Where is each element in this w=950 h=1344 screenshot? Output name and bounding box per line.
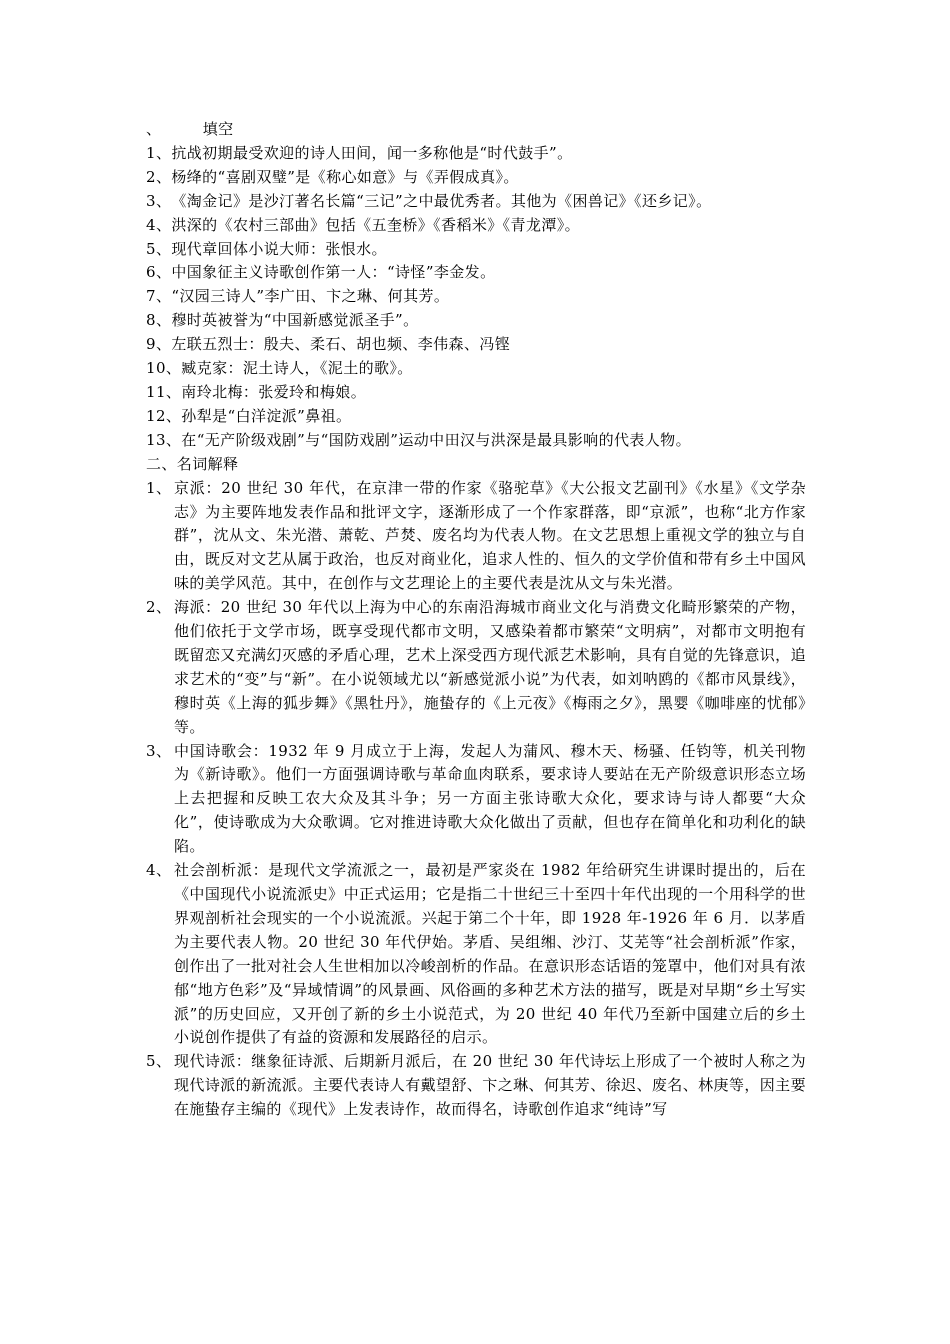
definition-item: 4、 社会剖析派：是现代文学流派之一，最初是严家炎在 1982 年给研究生讲课时提出的，后在《中国现代小说流派史》中正式运用；它是指二十世纪三十至四十年代出现的一个用科学的世界观剖析社会现实的一个小说流派。兴起于第二个十年，即 1928 年-1926 年 6 月．以茅盾为主要代表人物。20 世纪 30 年代伊始。茅盾、吴组缃、沙汀、艾芜等“社会剖析派”作家，创作出了一批对社会人生世相加以冷峻剖析的作品。在意识形态话语的笼罩中，他们对具有浓郁“地方色彩”及“异域情调”的风景画、风俗画的多种艺术方法的描写，既是对早期“乡土写实派”的历史回应，又开创了新的乡土小说范式，为 20 世纪 40 年代乃至新中国建立后的乡土小说创作提供了有益的资源和发展路径的启示。 [146,861,806,1047]
fill-item: 12、 孙犁是“白洋淀派”鼻祖。 [146,406,352,425]
fill-item: 13、 在“无产阶级戏剧”与“国防戏剧”运动中田汉与洪深是最具影响的代表人物。 [146,430,691,449]
fill-item: 6、 中国象征主义诗歌创作第一人：“诗怪”李金发。 [146,263,496,282]
section2-list [146,477,806,1122]
section1-title: 填空 [202,120,234,138]
fill-item: 11、 南玲北梅：张爱玲和梅娘。 [146,382,367,401]
definition-item: 2、 海派：20 世纪 30 年代以上海为中心的东南沿海城市商业文化与消费文化畸形繁荣的产物，他们依托于文学市场，既享受现代都市文明，又感染着都市繁荣“文明病”，对都市文明抱有既留恋又充满幻灭感的矛盾心理，艺术上深受西方现代派艺术影响，具有自觉的先锋意识，追求艺术的“变”与“新”。在小说领域尤以“新感觉派小说”为代表，如刘呐鸥的《都市风景线》，穆时英《上海的狐步舞》《黑牡丹》，施蛰存的《上元夜》《梅雨之夕》，黑婴《咖啡座的忧郁》等。 [146,598,806,736]
fill-item: 9、 左联五烈士：殷夫、柔石、胡也频、李伟森、冯铿 [146,335,511,354]
fill-item: 10、 臧克家：泥土诗人，《泥土的歌》。 [146,359,413,378]
section1-list [146,142,806,453]
fill-item: 4、 洪深的《农村三部曲》包括《五奎桥》《香稻米》《青龙潭》。 [146,215,581,234]
definition-item: 1、 京派：20 世纪 30 年代，在京津一带的作家《骆驼草》《大公报文艺副刊》《水星》《文学杂志》为主要阵地发表作品和批评文字，逐渐形成了一个作家群落，即“京派”，也称“北方作家群”，沈从文、朱光潜、萧乾、芦焚、废名均为代表人物。在文艺思想上重视文学的独立与自由，既反对文艺从属于政治，也反对商业化，追求人性的、恒久的文学价值和带有乡土中国风味的美学风范。其中，在创作与文艺理论上的主要代表是沈从文与朱光潜。 [146,478,806,593]
section2-heading: 二、名词解释 [146,454,239,473]
document-body [146,118,806,1122]
fill-item: 3、 《淘金记》是沙汀著名长篇“三记”之中最优秀者。其他为《困兽记》《还乡记》。 [146,191,712,210]
definition-item: 5、 现代诗派：继象征诗派、后期新月派后，在 20 世纪 30 年代诗坛上形成了一个被时人称之为现代诗派的新流派。主要代表诗人有戴望舒、卞之琳、何其芳、徐迟、废名、林庚等，因主要在施蛰存主编的《现代》上发表诗作，故而得名，诗歌创作追求“纯诗”写 [146,1052,806,1119]
fill-item: 5、 现代章回体小说大师：张恨水。 [146,239,387,258]
fill-item: 2、 杨绛的“喜剧双璧”是《称心如意》与《弄假成真》。 [146,167,519,186]
fill-item: 7、 “汉园三诗人”李广田、卞之琳、何其芳。 [146,287,450,306]
section1-number: 、 [146,120,162,138]
section1-heading [146,118,806,142]
fill-item: 8、 穆时英被誉为“中国新感觉派圣手”。 [146,311,419,330]
definition-item: 3、 中国诗歌会：1932 年 9 月成立于上海，发起人为蒲风、穆木天、杨骚、任钧等，机关刊物为《新诗歌》。他们一方面强调诗歌与革命血肉联系，要求诗人要站在无产阶级意识形态立场上去把握和反映工农大众及其斗争；另一方面主张诗歌大众化，要求诗与诗人都要“大众化”，使诗歌成为大众歌调。它对推进诗歌大众化做出了贡献，但也存在简单化和功利化的缺陷。 [146,741,806,856]
fill-item: 1、 抗战初期最受欢迎的诗人田间，闻一多称他是“时代鼓手”。 [146,143,573,162]
